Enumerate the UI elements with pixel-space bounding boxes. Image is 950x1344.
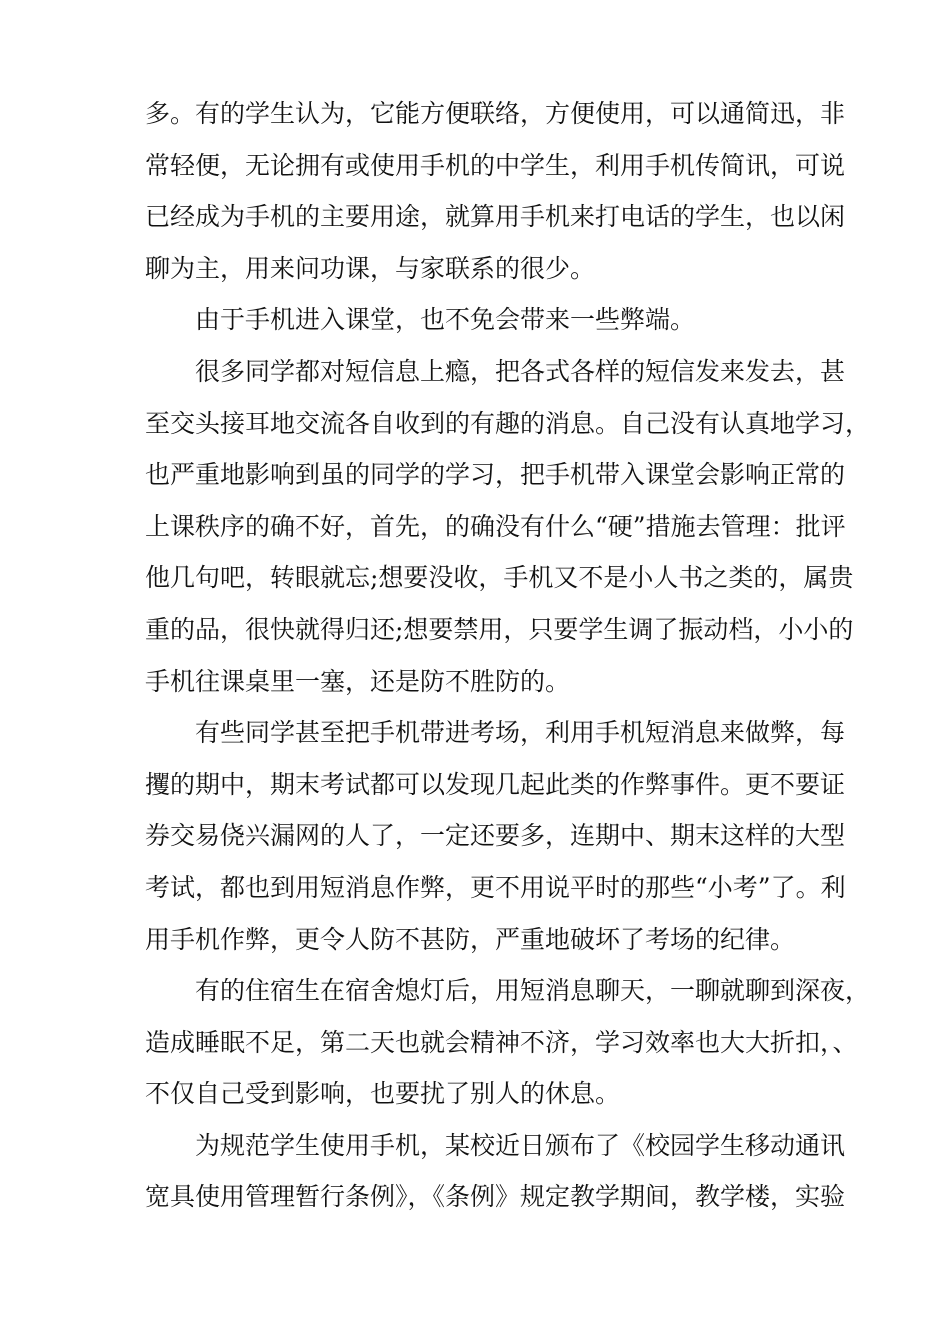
text-line: 多。有的学生认为，它能方便联络，方便使用，可以通简迅，非 — [145, 99, 846, 128]
text-line: 至交头接耳地交流各自收到的有趣的消息。自己没有认真地学习， — [145, 408, 871, 438]
text-line: 有的住宿生在宿舍熄灯后，用短消息聊天，一聊就聊到深夜， — [195, 976, 871, 1006]
text-line: 也严重地影响到虽的同学的学习，把手机带入课堂会影响正常的 — [145, 460, 846, 490]
text-line: 不仅自己受到影响，也要扰了别人的休息。 — [145, 1079, 621, 1109]
text-line: 券交易侥兴漏网的人了，一定还要多，连期中、期末这样的大型 — [145, 821, 846, 851]
body-text — [145, 88, 871, 1223]
text-line: 为规范学生使用手机，某校近日颁布了《校园学生移动通讯 — [195, 1130, 846, 1160]
text-line: 有些同学甚至把手机带进考场，利用手机短消息来做弊，每 — [195, 718, 846, 748]
paragraph-4 — [145, 707, 846, 965]
text-line: 已经成为手机的主要用途，就算用手机来打电话的学生，也以闲 — [145, 202, 846, 232]
text-line: 造成睡眠不足，第二天也就会精神不济，学习效率也大大折扣，、 — [145, 1027, 858, 1057]
text-line: 考试，都也到用短消息作弊，更不用说平时的那些“小考”了。利 — [145, 872, 846, 902]
paragraph-3 — [145, 346, 871, 707]
text-line: 用手机作弊，更令人防不甚防，严重地破坏了考场的纪律。 — [145, 924, 796, 954]
text-line: 常轻便，无论拥有或使用手机的中学生，利用手机传简讯，可说 — [145, 150, 846, 180]
text-line: 手机往课桌里一塞，还是防不胜防的。 — [145, 666, 571, 696]
text-line: 宽具使用管理暂行条例》，《条例》规定教学期间，教学楼，实验 — [145, 1182, 846, 1212]
text-line: 他几句吧，转眼就忘;想要没收，手机又不是小人书之类的，属贵 — [145, 563, 854, 593]
text-line: 很多同学都对短信息上瘾，把各式各样的短信发来发去，甚 — [195, 356, 846, 386]
text-line: 重的品，很快就得归还;想要禁用，只要学生调了振动档，小小的 — [145, 614, 854, 644]
paragraph-2 — [145, 294, 813, 346]
text-line: 由于手机进入课堂，也不免会带来一些弊端。 — [195, 305, 696, 335]
text-line: 聊为主，用来问功课，与家联系的很少。 — [145, 253, 596, 283]
text-line: 攫的期中，期末考试都可以发现几起此类的作弊事件。更不要证 — [145, 769, 846, 799]
text-line: 上课秩序的确不好，首先，的确没有什么“硬”措施去管理：批评 — [145, 511, 846, 541]
paragraph-5 — [145, 965, 871, 1120]
paragraph-1 — [145, 88, 846, 294]
paragraph-6 — [145, 1120, 846, 1223]
